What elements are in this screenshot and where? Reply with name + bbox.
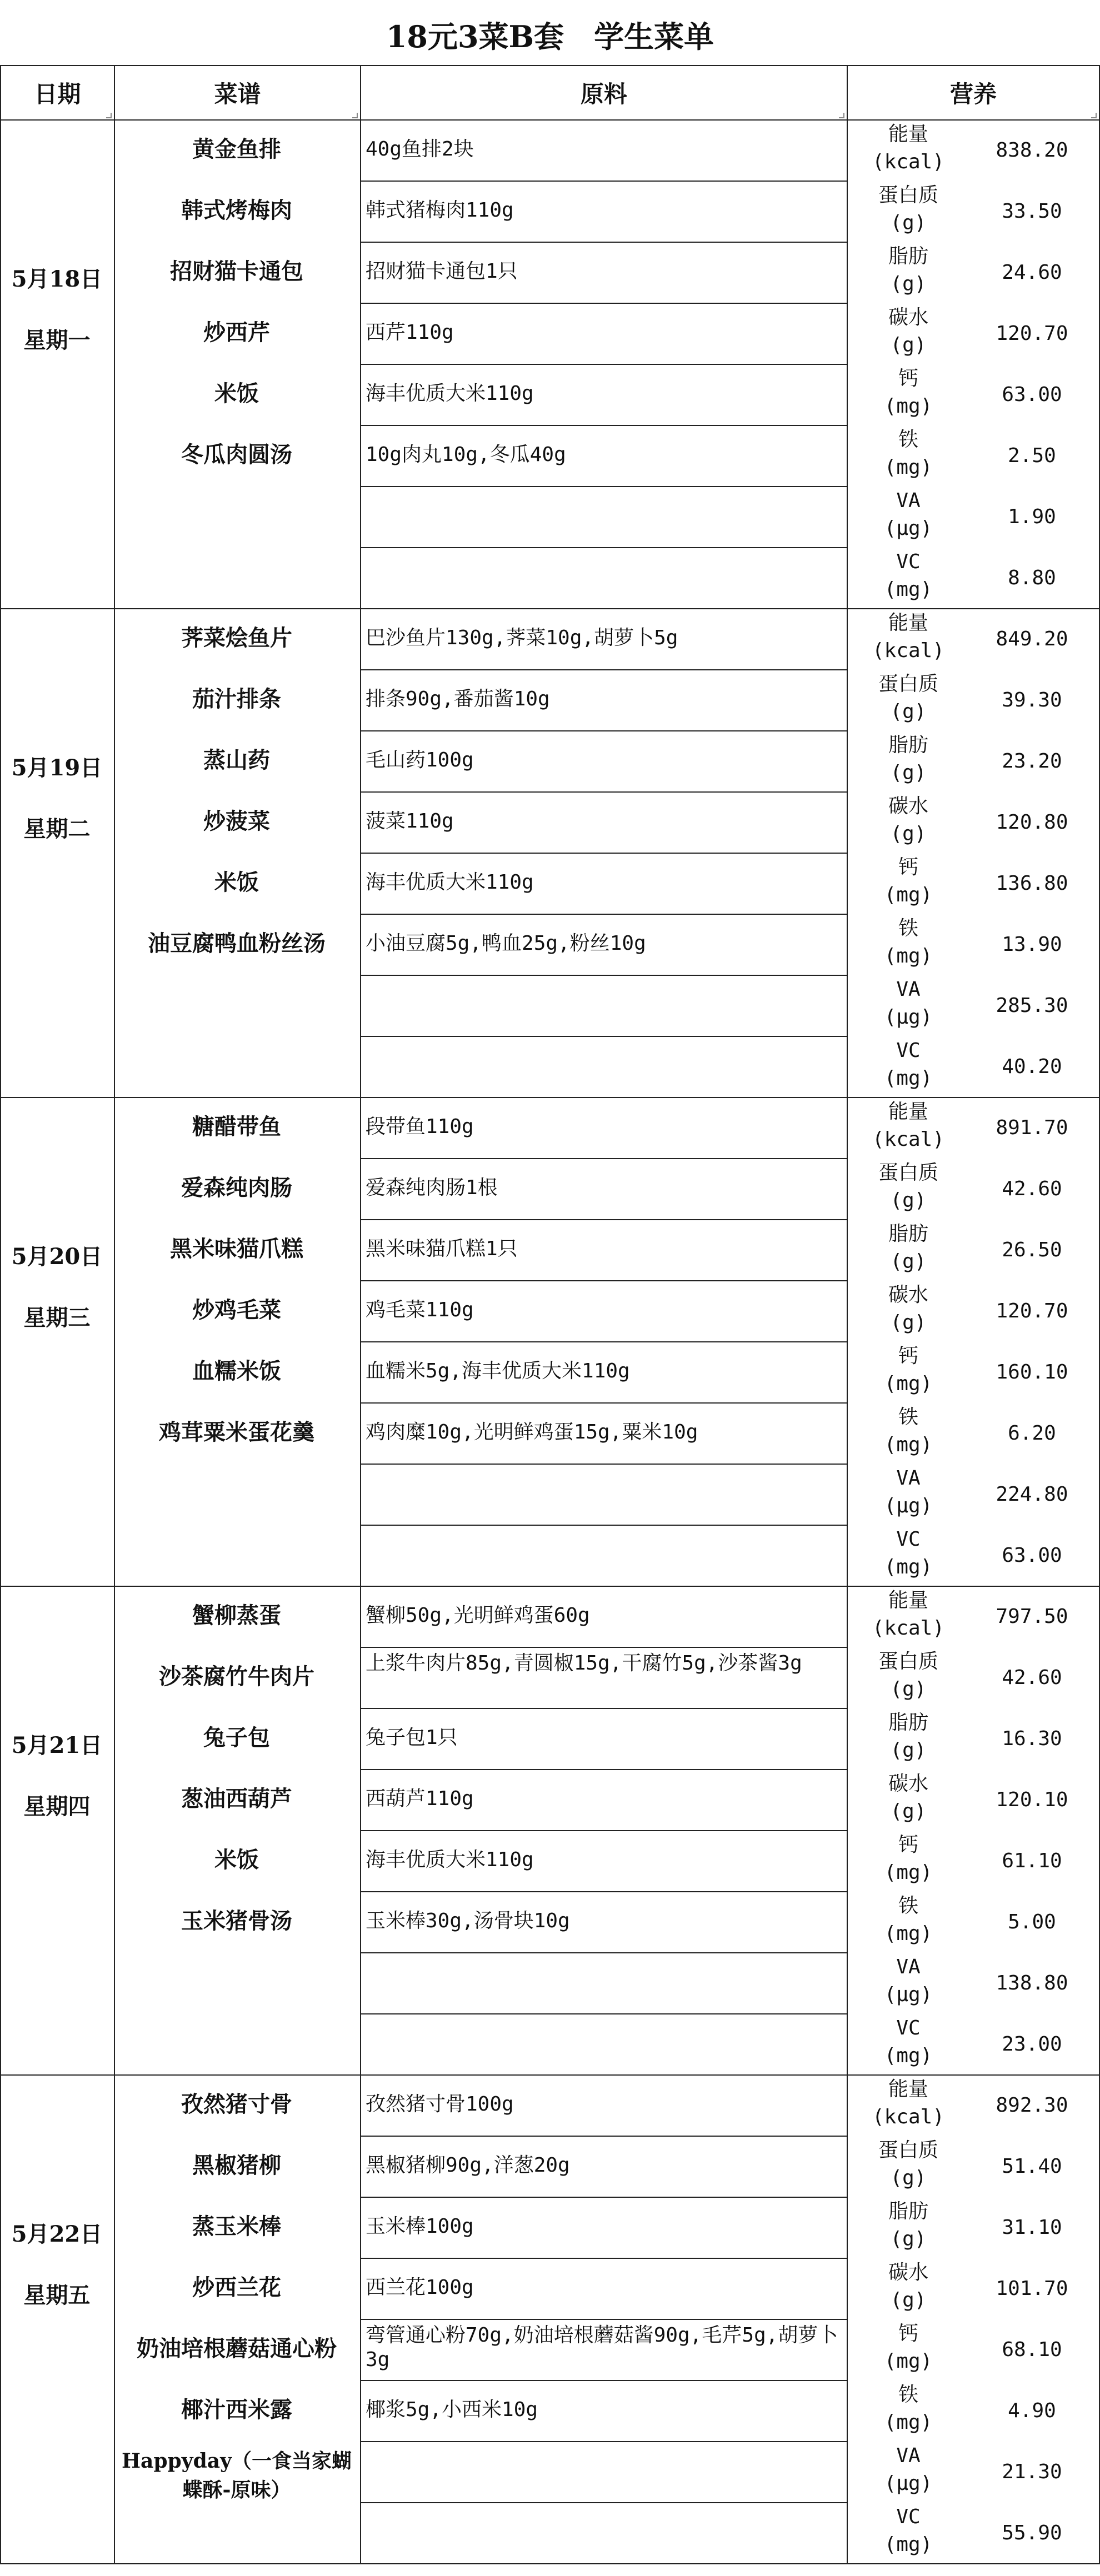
nutrient-value: 120.80 — [996, 811, 1068, 834]
header-date — [0, 65, 115, 121]
row-divider — [360, 2502, 848, 2503]
nutrient-label: 蛋白质 (g) — [878, 673, 938, 723]
nutrient-label: 铁 (mg) — [884, 1895, 933, 1945]
nutrient-value: 6.20 — [1008, 1422, 1056, 1445]
row-divider — [360, 364, 848, 365]
row-divider — [360, 914, 848, 915]
date-label: 5月22日 — [11, 2221, 103, 2247]
row-divider — [360, 1891, 848, 1892]
date-label: 5月21日 — [11, 1732, 103, 1758]
nutrient-value: 849.20 — [996, 628, 1068, 650]
dish-name: 炒鸡毛菜 — [192, 1297, 281, 1323]
date-label: 5月19日 — [11, 755, 103, 781]
ingredient-text: 招财猫卡通包1只 — [366, 260, 518, 283]
ingredient-text: 西葫芦110g — [366, 1787, 474, 1810]
dish-name: 炒菠菜 — [203, 808, 270, 834]
nutrient-label: 铁 (mg) — [884, 2383, 933, 2434]
weekday-label: 星期四 — [23, 1793, 91, 1820]
row-divider — [360, 242, 848, 243]
row-divider — [360, 1647, 848, 1648]
nutrient-value: 891.70 — [996, 1116, 1068, 1139]
nutrient-label: 碳水 (g) — [888, 2261, 928, 2312]
day-block — [0, 1586, 1100, 2074]
nutrient-value: 5.00 — [1008, 1911, 1056, 1933]
dish-name: 糖醋带鱼 — [192, 1114, 281, 1140]
ingredient-text: 黑椒猪柳90g,洋葱20g — [366, 2154, 570, 2177]
nutrient-label: 碳水 (g) — [888, 1284, 928, 1334]
dish-name: 蒸山药 — [203, 747, 270, 773]
nutrient-label: 碳水 (g) — [888, 1772, 928, 1823]
dish-name: 冬瓜肉圆汤 — [181, 442, 292, 468]
dish-name: 米饭 — [214, 869, 259, 895]
nutrient-label: 铁 (mg) — [884, 1406, 933, 1456]
nutrient-value: 285.30 — [996, 994, 1068, 1017]
nutrient-label: 能量 (kcal) — [872, 612, 945, 662]
nutrient-value: 797.50 — [996, 1605, 1068, 1628]
nutrient-value: 838.20 — [996, 139, 1068, 162]
nutrient-value: 120.70 — [996, 1300, 1068, 1322]
dish-name: 米饭 — [214, 380, 259, 407]
nutrient-value: 51.40 — [1002, 2155, 1062, 2178]
row-divider — [360, 1952, 848, 1953]
ingredient-text: 兔子包1只 — [366, 1726, 458, 1749]
row-divider — [360, 2136, 848, 2137]
dish-name: 炒西芹 — [203, 319, 270, 345]
nutrient-value: 55.90 — [1002, 2522, 1062, 2544]
nutrient-label: 脂肪 (g) — [888, 245, 928, 295]
dish-name: 炒西兰花 — [192, 2274, 281, 2301]
dish-name: 爱森纯肉肠 — [181, 1175, 292, 1201]
nutrient-label: 钙 (mg) — [884, 1345, 933, 1395]
row-divider — [360, 669, 848, 670]
nutrient-value: 136.80 — [996, 872, 1068, 895]
nutrient-value: 16.30 — [1002, 1727, 1062, 1750]
dish-cell — [114, 608, 361, 1098]
header-nutrition — [847, 65, 1100, 121]
filter-dropdown-icon[interactable] — [839, 113, 844, 118]
dish-name: 油豆腐鸭血粉丝汤 — [148, 930, 326, 956]
ingredient-text: 菠菜110g — [366, 810, 454, 833]
nutrient-label: 钙 (mg) — [884, 856, 933, 906]
dish-name: 玉米猪骨汤 — [181, 1908, 292, 1934]
dish-name: 荠菜烩鱼片 — [181, 625, 292, 651]
page-title: 18元3菜B套 学生菜单 — [386, 19, 714, 54]
nutrient-label: 脂肪 (g) — [888, 734, 928, 784]
nutrient-label: 钙 (mg) — [884, 2322, 933, 2373]
ingredient-text: 爱森纯肉肠1根 — [366, 1176, 498, 1199]
ingredient-text: 上浆牛肉片85g,青圆椒15g,干腐竹5g,沙茶酱3g — [366, 1652, 802, 1675]
row-divider — [360, 1036, 848, 1037]
nutrient-label: 钙 (mg) — [884, 1833, 933, 1884]
nutrient-label: 能量 (kcal) — [872, 2078, 945, 2128]
nutrient-label: 蛋白质 (g) — [878, 1650, 938, 1701]
ingredient-text: 排条90g,番茄酱10g — [366, 688, 550, 710]
ingredient-text: 孜然猪寸骨100g — [366, 2093, 514, 2116]
dish-name: 血糯米饭 — [192, 1358, 281, 1384]
dish-name: 葱油西葫芦 — [181, 1786, 292, 1812]
dish-name: 蟹柳蒸蛋 — [192, 1602, 281, 1628]
dish-name: 奶油培根蘑菇通心粉 — [137, 2336, 337, 2362]
dish-name: 孜然猪寸骨 — [181, 2091, 292, 2117]
nutrient-label: VA (μg) — [884, 1956, 933, 2006]
row-divider — [360, 1769, 848, 1770]
nutrient-label: 碳水 (g) — [888, 795, 928, 845]
filter-dropdown-icon[interactable] — [1091, 113, 1097, 118]
day-block — [0, 1097, 1100, 1586]
nutrient-value: 42.60 — [1002, 1666, 1062, 1689]
nutrient-value: 224.80 — [996, 1483, 1068, 1506]
ingredient-text: 鸡毛菜110g — [366, 1299, 474, 1321]
row-divider — [360, 853, 848, 854]
header-date-label: 日期 — [34, 81, 81, 108]
date-label: 5月20日 — [11, 1244, 103, 1270]
ingredient-text: 韩式猪梅肉110g — [366, 199, 514, 222]
nutrient-label: VC (mg) — [884, 2505, 933, 2556]
dish-cell — [114, 1586, 361, 2076]
nutrient-value: 8.80 — [1008, 567, 1056, 589]
nutrient-value: 101.70 — [996, 2277, 1068, 2300]
ingredient-text: 小油豆腐5g,鸭血25g,粉丝10g — [366, 932, 646, 955]
dish-name: Happyday（一食当家蝴蝶酥-原味） — [121, 2449, 352, 2502]
ingredient-text: 海丰优质大米110g — [366, 1848, 534, 1871]
dish-name: 黄金鱼排 — [192, 136, 281, 162]
row-divider — [360, 1158, 848, 1159]
ingredient-text: 弯管通心粉70g,奶油培根蘑菇酱90g,毛芹5g,胡萝卜3g — [366, 2324, 838, 2371]
dish-name: 椰汁西米露 — [181, 2397, 292, 2423]
nutrient-label: 能量 (kcal) — [872, 123, 945, 173]
header-dish-label: 菜谱 — [214, 81, 261, 108]
nutrient-value: 63.00 — [1002, 1544, 1062, 1567]
row-divider — [360, 1830, 848, 1831]
day-block — [0, 2074, 1100, 2563]
nutrient-value: 63.00 — [1002, 383, 1062, 406]
nutrient-label: 钙 (mg) — [884, 367, 933, 418]
ingredient-text: 玉米棒30g,汤骨块10g — [366, 1910, 570, 1932]
nutrient-label: 铁 (mg) — [884, 428, 933, 479]
nutrient-value: 13.90 — [1002, 933, 1062, 956]
row-divider — [360, 303, 848, 304]
nutrient-label: 能量 (kcal) — [872, 1100, 945, 1151]
header-nutrition-label: 营养 — [949, 81, 997, 108]
row-divider — [360, 1219, 848, 1220]
date-cell — [0, 2074, 115, 2564]
dish-name: 黑米味猫爪糕 — [170, 1236, 303, 1262]
row-divider — [360, 1525, 848, 1526]
date-cell — [0, 608, 115, 1098]
weekday-label: 星期三 — [23, 1305, 91, 1331]
nutrient-label: 蛋白质 (g) — [878, 2139, 938, 2189]
dish-name: 韩式烤梅肉 — [181, 197, 292, 223]
nutrient-value: 2.50 — [1008, 444, 1056, 467]
ingredient-text: 玉米棒100g — [366, 2215, 474, 2238]
nutrient-value: 23.00 — [1002, 2033, 1062, 2056]
nutrient-value: 160.10 — [996, 1361, 1068, 1384]
date-label: 5月18日 — [11, 266, 103, 292]
nutrient-value: 40.20 — [1002, 1055, 1062, 1078]
row-divider — [360, 2197, 848, 2198]
dish-name: 黑椒猪柳 — [192, 2152, 281, 2178]
nutrient-label: 脂肪 (g) — [888, 1711, 928, 1762]
row-divider — [360, 2258, 848, 2259]
header-ingredients-label: 原料 — [580, 81, 627, 108]
nutrient-label: 碳水 (g) — [888, 306, 928, 357]
row-divider — [360, 1464, 848, 1465]
day-block — [0, 119, 1100, 608]
row-divider — [360, 2013, 848, 2014]
date-cell — [0, 1586, 115, 2076]
dish-name: 茄汁排条 — [192, 686, 281, 712]
day-block — [0, 608, 1100, 1097]
row-divider — [360, 1280, 848, 1281]
nutrient-label: VA (μg) — [884, 2444, 933, 2495]
ingredient-text: 海丰优质大米110g — [366, 871, 534, 894]
nutrient-label: VC (mg) — [884, 550, 933, 601]
nutrient-label: VA (μg) — [884, 978, 933, 1029]
weekday-label: 星期一 — [23, 327, 91, 353]
row-divider — [360, 1402, 848, 1404]
nutrient-label: VA (μg) — [884, 1467, 933, 1517]
nutrient-value: 31.10 — [1002, 2216, 1062, 2239]
filter-dropdown-icon[interactable] — [106, 113, 112, 118]
nutrient-value: 138.80 — [996, 1972, 1068, 1994]
ingredient-text: 西芹110g — [366, 321, 454, 344]
ingredient-text: 10g肉丸10g,冬瓜40g — [366, 443, 566, 466]
ingredient-text: 40g鱼排2块 — [366, 138, 474, 161]
row-divider — [360, 2441, 848, 2442]
nutrient-value: 1.90 — [1008, 505, 1056, 528]
nutrient-label: 铁 (mg) — [884, 917, 933, 968]
menu-table — [0, 65, 1100, 2575]
nutrient-value: 61.10 — [1002, 1850, 1062, 1872]
dish-cell — [114, 1097, 361, 1587]
nutrient-label: 能量 (kcal) — [872, 1589, 945, 1640]
dish-name: 米饭 — [214, 1847, 259, 1873]
nutrient-label: 蛋白质 (g) — [878, 184, 938, 234]
nutrient-value: 892.30 — [996, 2094, 1068, 2117]
ingredient-text: 巴沙鱼片130g,荠菜10g,胡萝卜5g — [366, 627, 678, 649]
nutrient-label: VA (μg) — [884, 489, 933, 540]
dish-name: 兔子包 — [203, 1725, 270, 1751]
nutrient-value: 33.50 — [1002, 200, 1062, 223]
dish-name: 沙茶腐竹牛肉片 — [159, 1663, 314, 1690]
row-divider — [360, 547, 848, 548]
ingredient-text: 西兰花100g — [366, 2276, 474, 2299]
ingredient-text: 鸡肉糜10g,光明鲜鸡蛋15g,粟米10g — [366, 1421, 698, 1444]
nutrient-value: 4.90 — [1008, 2399, 1056, 2422]
weekday-label: 星期五 — [23, 2282, 91, 2308]
nutrient-label: 脂肪 (g) — [888, 2200, 928, 2251]
nutrient-value: 120.10 — [996, 1788, 1068, 1811]
row-divider — [360, 1708, 848, 1709]
date-cell — [0, 119, 115, 609]
nutrient-label: VC (mg) — [884, 2017, 933, 2067]
dish-cell — [114, 119, 361, 609]
nutrient-value: 24.60 — [1002, 261, 1062, 284]
nutrient-value: 21.30 — [1002, 2460, 1062, 2483]
ingredient-text: 海丰优质大米110g — [366, 382, 534, 405]
dish-name: 蒸玉米棒 — [192, 2213, 281, 2239]
row-divider — [360, 425, 848, 426]
date-cell — [0, 1097, 115, 1587]
row-divider — [360, 2319, 848, 2320]
row-divider — [360, 181, 848, 182]
nutrient-label: VC (mg) — [884, 1528, 933, 1578]
row-divider — [360, 730, 848, 731]
row-divider — [360, 975, 848, 976]
nutrient-value: 23.20 — [1002, 750, 1062, 773]
nutrient-value: 39.30 — [1002, 689, 1062, 711]
nutrient-value: 68.10 — [1002, 2338, 1062, 2361]
nutrient-value: 42.60 — [1002, 1177, 1062, 1200]
row-divider — [360, 791, 848, 793]
filter-dropdown-icon[interactable] — [352, 113, 358, 118]
ingredient-text: 毛山药100g — [366, 749, 474, 771]
header-dish — [114, 65, 361, 121]
row-divider — [360, 486, 848, 487]
weekday-label: 星期二 — [23, 816, 91, 842]
nutrient-label: VC (mg) — [884, 1039, 933, 1090]
ingredient-text: 蟹柳50g,光明鲜鸡蛋60g — [366, 1604, 590, 1627]
dish-name: 招财猫卡通包 — [170, 258, 303, 284]
dish-name: 鸡茸粟米蛋花羹 — [159, 1419, 314, 1445]
nutrient-value: 120.70 — [996, 322, 1068, 345]
nutrient-value: 26.50 — [1002, 1239, 1062, 1261]
nutrient-label: 蛋白质 (g) — [878, 1161, 938, 1212]
ingredient-text: 段带鱼110g — [366, 1115, 474, 1138]
ingredient-text: 黑米味猫爪糕1只 — [366, 1237, 518, 1260]
row-divider — [360, 1341, 848, 1342]
header-ingredients — [360, 65, 848, 121]
ingredient-text: 椰浆5g,小西米10g — [366, 2398, 538, 2421]
nutrient-label: 脂肪 (g) — [888, 1222, 928, 1273]
ingredient-text: 血糯米5g,海丰优质大米110g — [366, 1360, 630, 1382]
row-divider — [360, 2380, 848, 2381]
